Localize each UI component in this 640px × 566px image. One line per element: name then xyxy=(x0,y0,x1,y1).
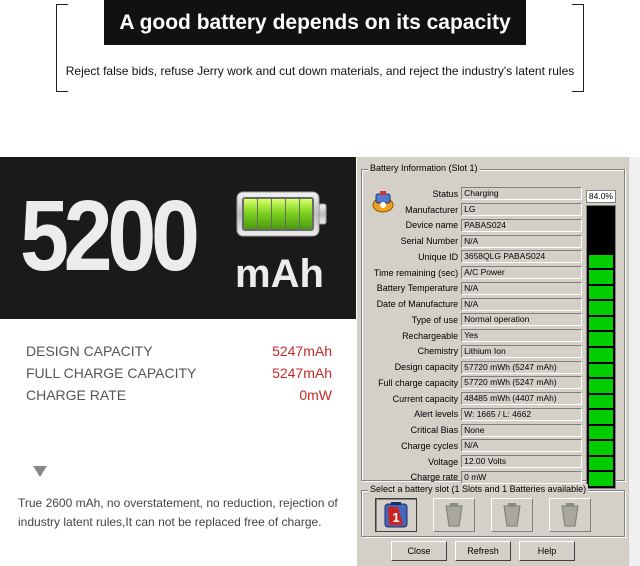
slot-select-group-title: Select a battery slot (1 Slots and 1 Batteries available) xyxy=(370,484,587,494)
spec-label: FULL CHARGE CAPACITY xyxy=(26,365,197,381)
gauge-segment xyxy=(589,364,613,378)
gauge-segment xyxy=(589,348,613,362)
battery-info-group-title: Battery Information (Slot 1) xyxy=(370,163,478,173)
gauge-segment xyxy=(589,472,613,486)
header-bracket-right xyxy=(572,4,584,92)
field-manufacturer: Manufacturer LG xyxy=(364,202,582,218)
field-critical-bias: Critical Bias None xyxy=(364,422,582,438)
battery-slot-4-button[interactable] xyxy=(549,498,591,532)
battery-slot-2-button[interactable] xyxy=(433,498,475,532)
scrollbar[interactable] xyxy=(628,157,640,566)
battery-slot-empty-icon xyxy=(499,502,525,528)
spec-label: DESIGN CAPACITY xyxy=(26,343,153,359)
battery-slot-empty-icon xyxy=(441,502,467,528)
battery-slot-empty-icon xyxy=(557,502,583,528)
field-charge-cycles: Charge cycles N/A xyxy=(364,438,582,454)
charge-level-gauge xyxy=(586,205,616,489)
field-date-of-manufacture: Date of Manufacture N/A xyxy=(364,296,582,312)
spec-row-charge-rate xyxy=(26,387,332,403)
capacity-unit: mAh xyxy=(235,252,324,296)
promo-note: True 2600 mAh, no overstatement, no reduction, rejection of industry latent rules,It can not be replaced free of charge. xyxy=(18,496,338,529)
spec-value: 0mW xyxy=(299,387,332,403)
charge-percent: 84.0% xyxy=(586,190,616,203)
field-full-charge-capacity: Full charge capacity 57720 mWh (5247 mAh) xyxy=(364,375,582,391)
field-unique-id: Unique ID 3658QLG PABAS024 xyxy=(364,249,582,265)
spec-row-design-capacity xyxy=(26,343,332,359)
gauge-segment xyxy=(589,332,613,346)
field-design-capacity: Design capacity 57720 mWh (5247 mAh) xyxy=(364,359,582,375)
field-type-of-use: Type of use Normal operation xyxy=(364,312,582,328)
field-voltage: Voltage 12.00 Volts xyxy=(364,454,582,470)
close-button[interactable]: Close xyxy=(391,541,447,561)
triangle-down-icon xyxy=(33,466,47,477)
battery-info-group xyxy=(361,163,625,483)
field-current-capacity: Current capacity 48485 mWh (4407 mAh) xyxy=(364,391,582,407)
gauge-segment xyxy=(589,317,613,331)
page-subtitle: Reject false bids, refuse Jerry work and cut down materials, and reject the industry's latent rules xyxy=(65,64,575,78)
battery-slot-1-button[interactable] xyxy=(375,498,417,532)
page-title: A good battery depends on its capacity xyxy=(104,0,526,45)
battery-slot-active-icon xyxy=(381,501,411,529)
gauge-segment xyxy=(589,441,613,455)
capacity-number: 5200 xyxy=(20,180,195,292)
gauge-segment xyxy=(589,301,613,315)
field-alert-levels: Alert levels W: 1665 / L: 4662 xyxy=(364,407,582,423)
battery-info-fields xyxy=(364,186,582,485)
gauge-segment xyxy=(589,457,613,471)
gauge-segment xyxy=(589,426,613,440)
refresh-button[interactable]: Refresh xyxy=(455,541,511,561)
spec-value: 5247mAh xyxy=(272,343,332,359)
field-serial-number: Serial Number N/A xyxy=(364,233,582,249)
gauge-segment xyxy=(589,379,613,393)
gauge-segment xyxy=(589,395,613,409)
battery-slot-3-button[interactable] xyxy=(491,498,533,532)
spec-row-full-charge-capacity xyxy=(26,365,332,381)
gauge-segment xyxy=(589,270,613,284)
field-charge-rate: Charge rate 0 mW xyxy=(364,470,582,486)
field-battery-temperature: Battery Temperature N/A xyxy=(364,281,582,297)
field-status: Status Charging xyxy=(364,186,582,202)
header-bracket-left xyxy=(56,4,68,92)
field-time-remaining: Time remaining (sec) A/C Power xyxy=(364,265,582,281)
field-chemistry: Chemistry Lithium Ion xyxy=(364,344,582,360)
gauge-segment xyxy=(589,255,613,269)
slot-number-text: 1 xyxy=(392,510,400,525)
spec-label: CHARGE RATE xyxy=(26,387,127,403)
spec-value: 5247mAh xyxy=(272,365,332,381)
battery-info-dialog xyxy=(356,157,628,566)
field-rechargeable: Rechargeable Yes xyxy=(364,328,582,344)
gauge-segment xyxy=(589,286,613,300)
field-device-name: Device name PABAS024 xyxy=(364,218,582,234)
battery-full-icon xyxy=(236,188,328,240)
gauge-segment xyxy=(589,410,613,424)
help-button[interactable]: Help xyxy=(519,541,575,561)
